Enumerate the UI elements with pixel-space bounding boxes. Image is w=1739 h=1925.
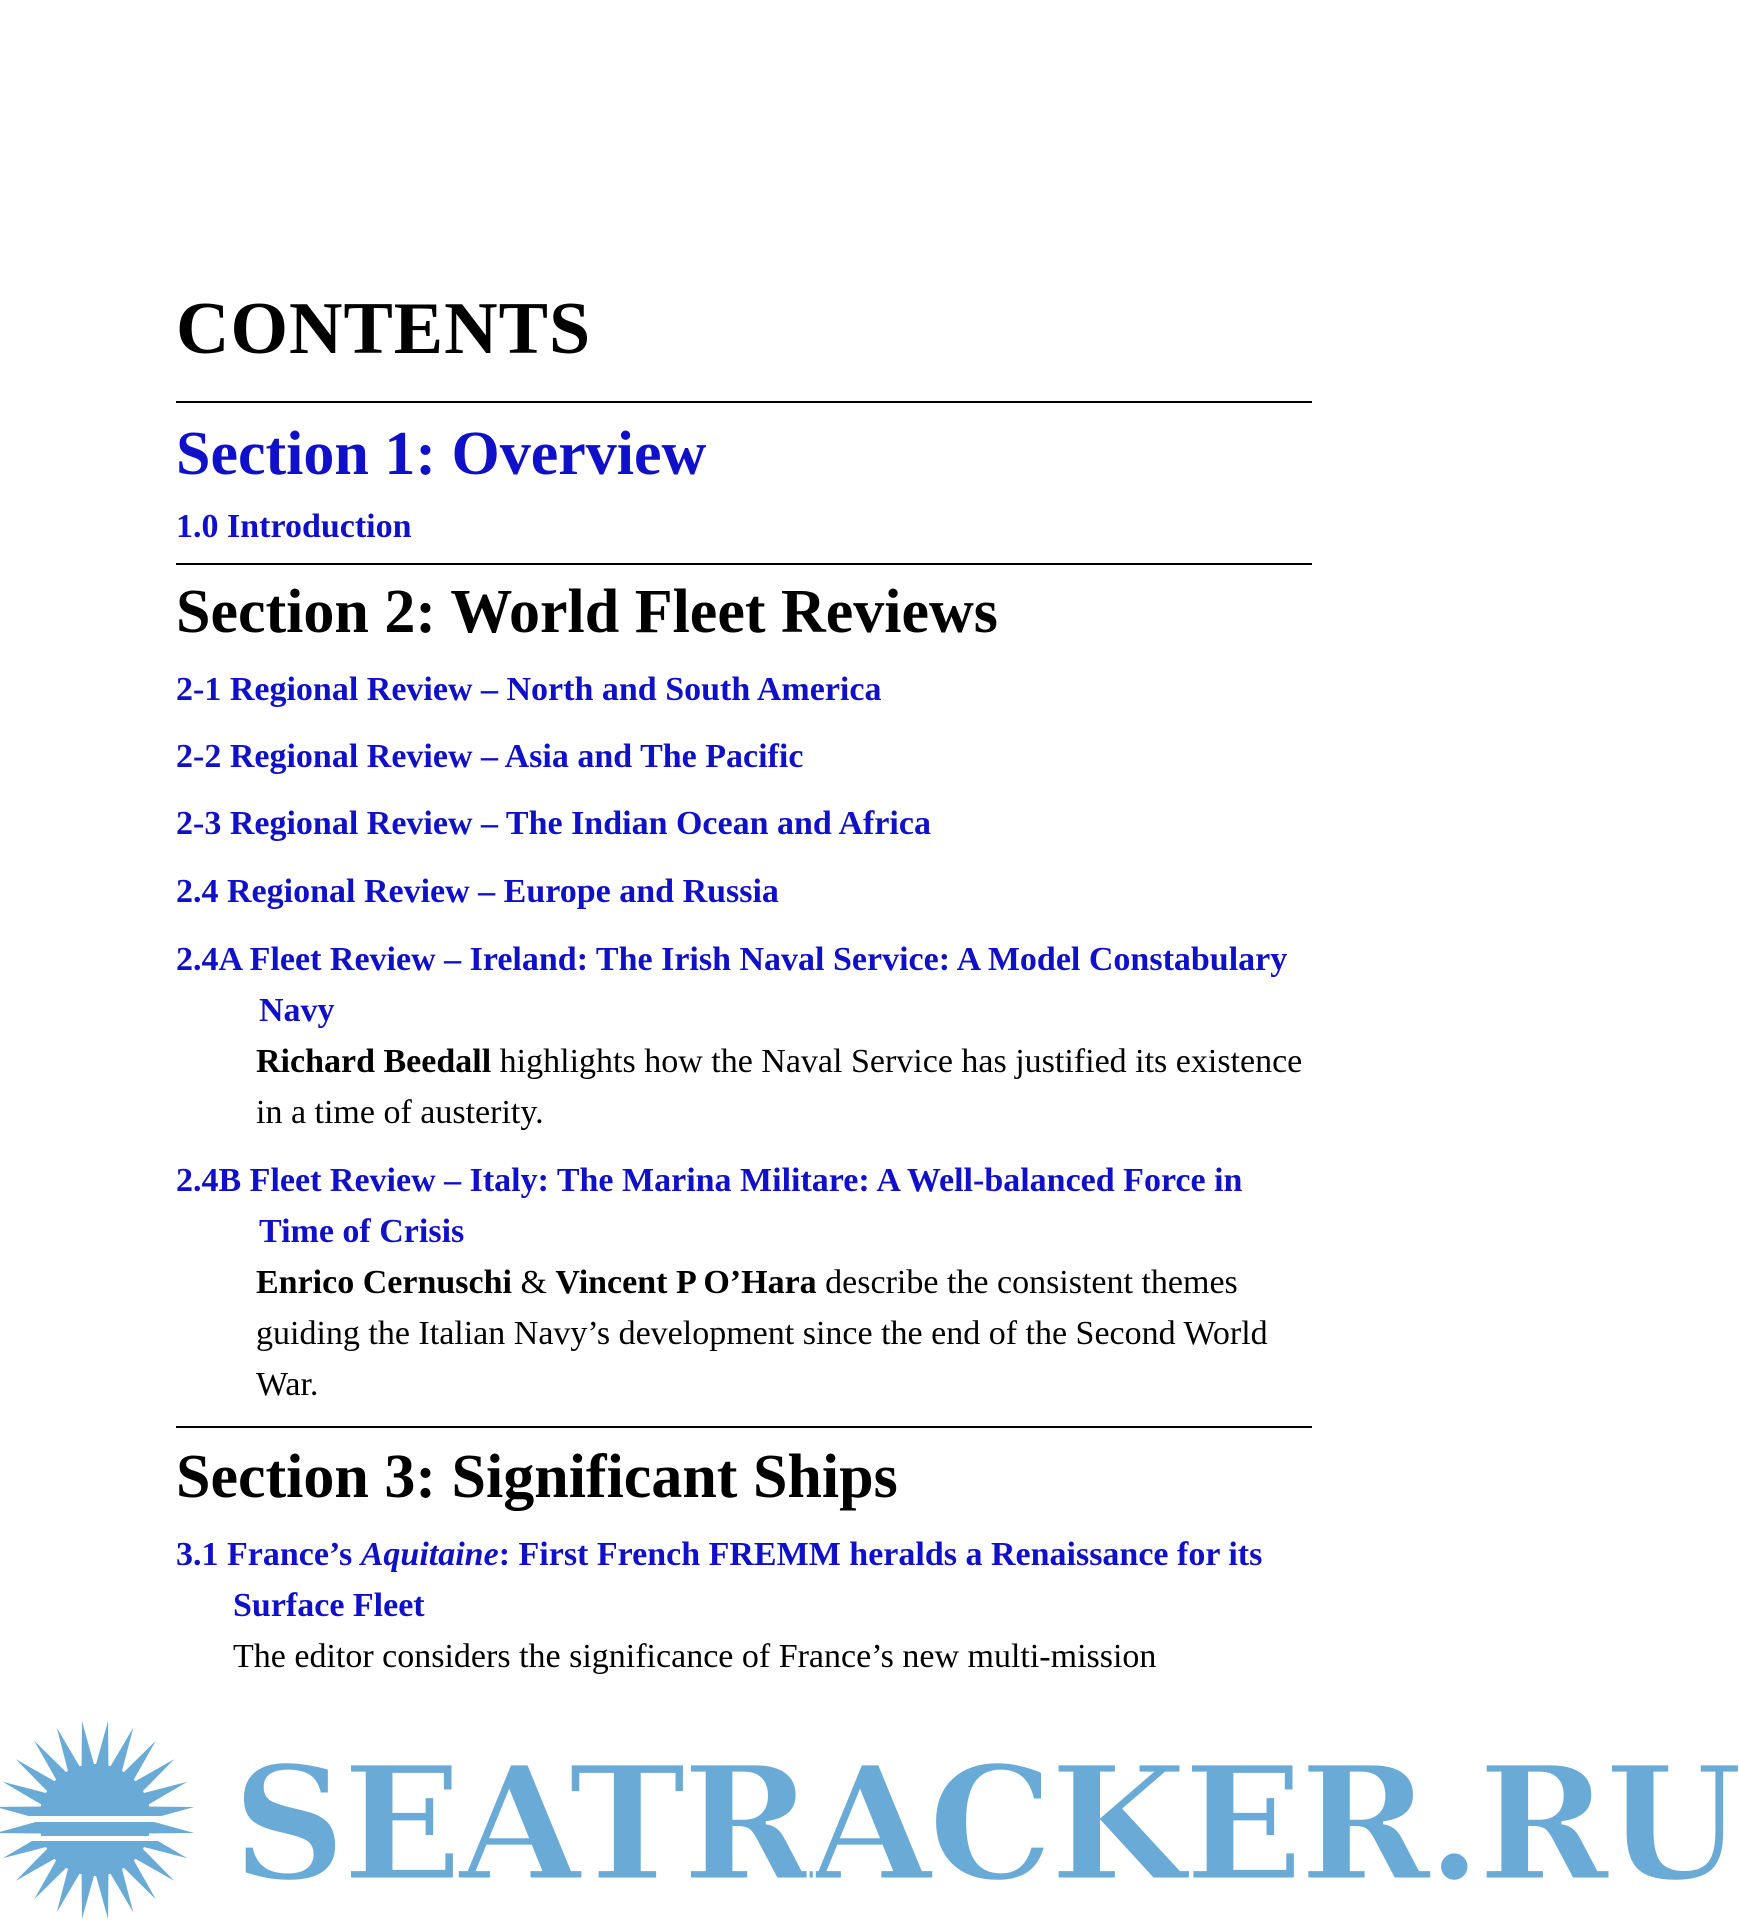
- watermark: [0, 1700, 1739, 1925]
- divider: [176, 563, 1312, 565]
- author-name: Enrico Cernuschi: [256, 1264, 512, 1301]
- toc-entry-title[interactable]: 2.4 Regional Review – Europe and Russia: [176, 873, 779, 910]
- ship-name: Aquitaine: [360, 1536, 499, 1573]
- author-name: Richard Beedall: [256, 1043, 492, 1080]
- toc-entry-title[interactable]: 2-3 Regional Review – The Indian Ocean and Africa: [176, 805, 931, 842]
- section-heading-2: Section 2: World Fleet Reviews: [176, 578, 998, 646]
- toc-entry[interactable]: [176, 866, 1312, 917]
- toc-entry-title[interactable]: 1.0 Introduction: [176, 508, 412, 545]
- toc-entry-title[interactable]: 2.4A Fleet Review – Ireland: The Irish Naval Service: A Model Constabulary Navy: [176, 941, 1288, 1029]
- author-name: Vincent P O’Hara: [555, 1264, 817, 1301]
- divider: [176, 1426, 1312, 1428]
- section-heading-1[interactable]: Section 1: Overview: [176, 420, 707, 488]
- sun-icon: [0, 1712, 220, 1922]
- toc-entry: [176, 934, 1312, 1138]
- contents-page: [176, 285, 1312, 1682]
- sun-ray: [0, 1820, 45, 1833]
- toc-entry[interactable]: [176, 731, 1312, 782]
- toc-entry-title[interactable]: [176, 1529, 1312, 1631]
- toc-entry-title[interactable]: 2-2 Regional Review – Asia and The Pacific: [176, 738, 804, 775]
- page-title: CONTENTS: [176, 288, 592, 370]
- sun-ray: [82, 1870, 95, 1919]
- toc-entry-title[interactable]: 2-1 Regional Review – North and South America: [176, 671, 882, 708]
- title-suffix: : First French FREMM heralds a Renaissance for its Surface Fleet: [233, 1536, 1263, 1624]
- sun-ray: [95, 1870, 108, 1919]
- toc-entry-description: The editor considers the significance of France’s new multi-mission: [233, 1638, 1157, 1675]
- sun-ray: [145, 1820, 194, 1833]
- toc-entry-description: [176, 1257, 1312, 1410]
- toc-entry-description: [176, 1036, 1312, 1138]
- sun-ray: [82, 1721, 95, 1770]
- description-text: describe the consistent themes guiding the Italian Navy’s development since the end of the Second World War.: [256, 1264, 1268, 1403]
- watermark-text: SEATRACKER.RU: [232, 1732, 1739, 1917]
- section-heading-3: Section 3: Significant Ships: [176, 1443, 898, 1511]
- toc-entry[interactable]: [176, 664, 1312, 715]
- divider: [176, 401, 1312, 403]
- description-text: highlights how the Naval Service has justified its existence in a time of austerity.: [256, 1043, 1303, 1131]
- toc-entry-title[interactable]: 2.4B Fleet Review – Italy: The Marina Militare: A Well-balanced Force in Time of Crisis: [176, 1162, 1243, 1250]
- ampersand: &: [511, 1264, 556, 1301]
- toc-entry[interactable]: [176, 798, 1312, 849]
- toc-entry: [176, 1529, 1312, 1682]
- toc-entry: [176, 1155, 1312, 1410]
- title-prefix: 3.1 France’s: [176, 1536, 361, 1573]
- sun-ray: [95, 1721, 108, 1770]
- toc-entry[interactable]: [176, 501, 1312, 552]
